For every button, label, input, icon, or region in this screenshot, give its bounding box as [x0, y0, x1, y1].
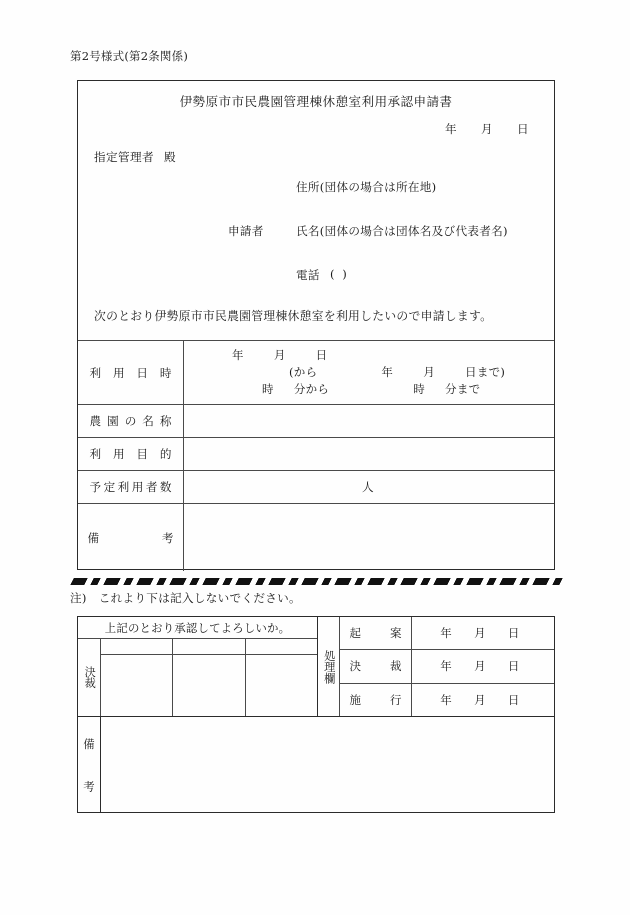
processing-day-label: 日	[507, 692, 520, 707]
approval-block	[78, 617, 318, 716]
office-use-top-section	[78, 617, 554, 717]
garden-name-label-cell	[78, 405, 184, 437]
dt2-from-paren: (から	[289, 365, 318, 379]
approval-column-body[interactable]	[246, 655, 317, 716]
document-title: 伊勢原市市民農園管理棟休憩室利用承認申請書	[179, 94, 453, 109]
tel-label: 電話	[296, 268, 320, 282]
application-statement: 次のとおり伊勢原市市民農園管理棟休憩室を利用したいので申請します。	[94, 309, 493, 323]
processing-day-label: 日	[507, 659, 520, 674]
datetime-line-3	[184, 381, 554, 398]
scissors-cut-line-icon	[70, 578, 564, 585]
use-purpose-value-cell[interactable]	[184, 438, 554, 470]
remarks-label: 備考	[87, 530, 174, 545]
approval-column-header[interactable]	[246, 639, 317, 655]
remarks-label-cell	[78, 504, 184, 571]
office-remarks-label-cell	[78, 717, 101, 812]
row-garden-name	[78, 405, 554, 438]
row-expected-users	[78, 471, 554, 504]
cut-note	[70, 590, 301, 606]
use-datetime-value-cell[interactable]	[184, 341, 554, 404]
garden-name-value-cell[interactable]	[184, 405, 554, 437]
datetime-line-1	[184, 347, 554, 364]
approval-signature-column[interactable]	[173, 639, 245, 716]
processing-label-cell	[340, 650, 412, 682]
approval-signature-columns	[101, 639, 317, 716]
processing-month-label: 月	[474, 692, 486, 707]
dt1-month: 月	[273, 348, 286, 362]
office-remarks-value-cell[interactable]	[101, 717, 554, 812]
application-header-area	[78, 81, 554, 341]
processing-year-label: 年	[440, 692, 453, 707]
addressee-honorific: 殿	[163, 150, 176, 164]
dt3-hour: 時	[262, 382, 274, 396]
datetime-line-2	[184, 364, 554, 381]
processing-label: 決裁	[349, 659, 402, 674]
use-purpose-label-cell	[78, 438, 184, 470]
application-table	[77, 80, 555, 570]
processing-row-drafting	[340, 617, 554, 650]
dt3-minute-from: 分から	[293, 382, 330, 396]
processing-date-cell[interactable]	[412, 650, 554, 682]
row-remarks	[78, 504, 554, 571]
processing-block	[318, 617, 554, 716]
processing-month-label: 月	[474, 659, 486, 674]
processing-date-cell[interactable]	[412, 617, 554, 649]
processing-label-cell	[340, 617, 412, 649]
use-datetime-label-cell	[78, 341, 184, 404]
processing-label: 起案	[349, 626, 402, 641]
date-year-label: 年	[445, 122, 457, 136]
submission-date-line	[445, 121, 529, 137]
tel-parens: ( )	[330, 267, 349, 281]
form-number: 第2号様式(第2条関係)	[70, 49, 189, 63]
dt2-day-to: 日まで)	[465, 365, 506, 379]
processing-date-cell[interactable]	[412, 684, 554, 716]
approval-column-body[interactable]	[173, 655, 244, 716]
row-use-datetime	[78, 341, 554, 405]
dt1-year: 年	[232, 348, 244, 362]
processing-rows	[340, 617, 554, 716]
processing-label: 施行	[349, 692, 402, 707]
dt3-hour2: 時	[413, 382, 426, 396]
dt3-minute-to: 分まで	[445, 382, 481, 396]
approval-signature-column[interactable]	[101, 639, 173, 716]
applicant-label: 申請者	[228, 224, 264, 238]
approval-signature-column[interactable]	[246, 639, 317, 716]
processing-month-label: 月	[474, 626, 486, 641]
cut-note-marker: 注)	[70, 591, 87, 605]
remarks-value-cell[interactable]	[184, 504, 554, 571]
approval-grid	[78, 639, 317, 716]
date-month-label: 月	[481, 122, 493, 136]
approval-question: 上記のとおり承認してよろしいか。	[78, 617, 317, 639]
processing-row-execution	[340, 684, 554, 716]
use-purpose-label: 利用目的	[89, 447, 172, 461]
office-remarks-label: 備考	[82, 737, 96, 792]
cut-note-text: これより下は記入しないでください。	[98, 591, 301, 605]
expected-users-label-cell	[78, 471, 184, 503]
approval-column-body[interactable]	[101, 655, 172, 716]
processing-day-label: 日	[507, 626, 520, 641]
row-use-purpose	[78, 438, 554, 471]
approval-column-header[interactable]	[101, 639, 172, 655]
approval-vertical-label: 決裁	[78, 639, 101, 716]
approval-column-header[interactable]	[173, 639, 244, 655]
processing-year-label: 年	[440, 659, 453, 674]
dt2-month: 月	[423, 365, 436, 379]
processing-label-cell	[340, 684, 412, 716]
processing-year-label: 年	[440, 626, 453, 641]
dt2-year: 年	[381, 365, 394, 379]
garden-name-label: 農園の名称	[89, 414, 172, 428]
date-day-label: 日	[517, 122, 529, 136]
name-label: 氏名(団体の場合は団体名及び代表者名)	[296, 224, 508, 238]
office-use-table	[77, 616, 555, 813]
use-datetime-label: 利用日時	[89, 365, 172, 380]
expected-users-value-cell[interactable]	[184, 471, 554, 503]
addressee-label: 指定管理者	[94, 150, 154, 164]
dt1-day: 日	[315, 348, 328, 362]
addressee-line	[94, 149, 176, 165]
expected-users-label: 予定利用者数	[89, 480, 172, 494]
address-label: 住所(団体の場合は所在地)	[296, 180, 437, 194]
processing-row-approval	[340, 650, 554, 683]
expected-users-unit: 人	[362, 480, 374, 494]
office-remarks-row	[78, 717, 554, 812]
processing-vertical-label: 処理欄	[318, 617, 340, 716]
